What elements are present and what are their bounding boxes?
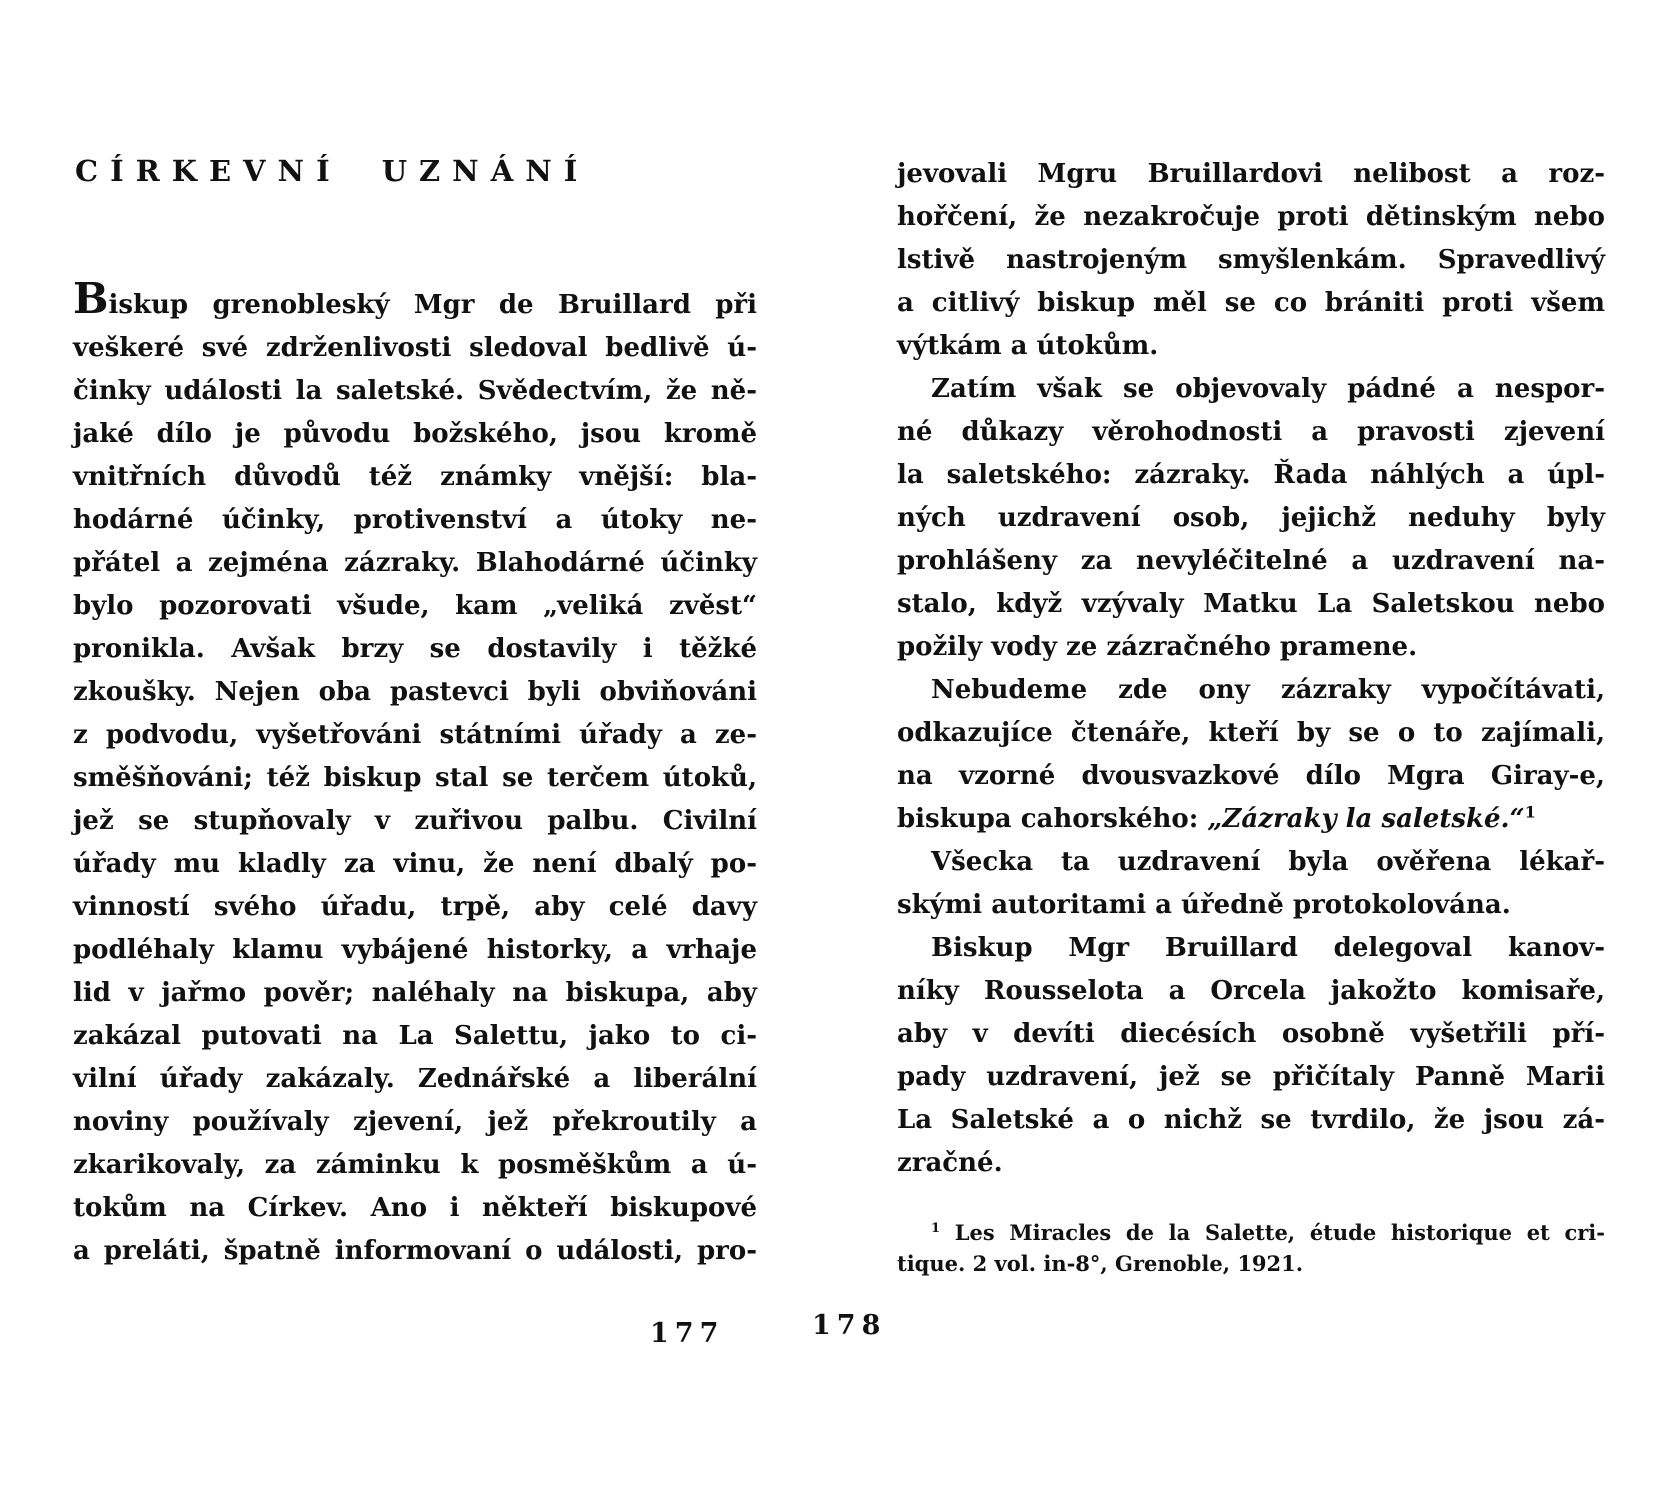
text-span: směšňováni; též biskup stal se terčem útoků, xyxy=(73,763,757,793)
text-span: odkazujíce čtenáře, kteří by se o to zajímali, xyxy=(897,718,1605,748)
text-span: prohlášeny za nevyléčitelné a uzdravení na- xyxy=(897,546,1605,576)
initial-text: B xyxy=(73,274,109,323)
italic-text: „Zázraky la saletské.“ xyxy=(1207,804,1525,834)
text-span: noviny používaly zjevení, jež překroutily a xyxy=(73,1107,757,1137)
text-line xyxy=(897,1056,1605,1099)
text-line xyxy=(897,798,1605,841)
text-line xyxy=(73,800,757,843)
text-span: iskup grenobleský Mgr de Bruillard při xyxy=(108,290,757,320)
text-span: a preláti, špatně informovaní o události, pro- xyxy=(73,1236,757,1266)
left-page-text xyxy=(73,274,757,1273)
text-line xyxy=(73,456,757,499)
text-line xyxy=(73,499,757,542)
text-line xyxy=(73,972,757,1015)
text-span: La Saletské a o nichž se tvrdilo, že jsou zá- xyxy=(897,1105,1605,1135)
text-line xyxy=(897,153,1605,196)
text-line xyxy=(73,1101,757,1144)
text-span: zračné. xyxy=(897,1148,1003,1178)
text-line xyxy=(73,274,757,327)
text-span: né důkazy věrohodnosti a pravosti zjevení xyxy=(897,417,1605,447)
text-span: podléhaly klamu vybájené historky, a vrhaje xyxy=(73,935,757,965)
text-line xyxy=(73,413,757,456)
text-line xyxy=(73,929,757,972)
text-span: zakázal putovati na La Salettu, jako to ci- xyxy=(73,1021,757,1051)
text-span: veškeré své zdrženlivosti sledoval bedlivě ú- xyxy=(73,333,757,363)
text-span: zkarikovaly, za záminku k posměškům a ú- xyxy=(73,1150,757,1180)
text-line xyxy=(897,1217,1605,1248)
text-span: Les Miracles de la Salette, étude historique et cri- xyxy=(940,1220,1605,1245)
text-span: jež se stupňovaly v zuřivou palbu. Civilní xyxy=(73,806,757,836)
text-span: jevovali Mgru Bruillardovi nelibost a roz- xyxy=(897,159,1605,189)
text-span: Nebudeme zde ony zázraky vypočítávati, xyxy=(931,675,1605,705)
text-span: přátel a zejména zázraky. Blahodárné účinky xyxy=(73,548,757,578)
right-page-178 xyxy=(897,153,1605,1279)
text-line xyxy=(73,1144,757,1187)
sup-text: 1 xyxy=(931,1221,941,1236)
text-line xyxy=(897,755,1605,798)
text-line xyxy=(73,1015,757,1058)
text-line xyxy=(73,671,757,714)
text-line xyxy=(897,583,1605,626)
text-span: a citlivý biskup měl se co brániti proti všem xyxy=(897,288,1605,318)
text-span: skými autoritami a úředně protokolována. xyxy=(897,890,1511,920)
text-line xyxy=(73,1058,757,1101)
text-line xyxy=(897,626,1605,669)
chapter-heading: CÍRKEVNÍ UZNÁNÍ xyxy=(75,154,590,188)
text-line xyxy=(897,970,1605,1013)
text-line xyxy=(897,712,1605,755)
text-span: pronikla. Avšak brzy se dostavily i těžké xyxy=(73,634,757,664)
text-span: tique. 2 vol. in-8°, Grenoble, 1921. xyxy=(897,1251,1304,1276)
text-span: níky Rousselota a Orcela jakožto komisaře, xyxy=(897,976,1605,1006)
page-number-right: 178 xyxy=(812,1310,887,1341)
sup-text: 1 xyxy=(1524,802,1536,822)
text-line xyxy=(73,628,757,671)
text-line xyxy=(73,714,757,757)
text-line xyxy=(897,368,1605,411)
text-span: výtkám a útokům. xyxy=(897,331,1159,361)
text-span: stalo, když vzývaly Matku La Saletskou nebo xyxy=(897,589,1605,619)
text-span: bylo pozorovati všude, kam „veliká zvěst“ xyxy=(73,591,757,621)
left-page-177 xyxy=(73,150,757,1273)
text-line xyxy=(73,843,757,886)
text-line xyxy=(73,1187,757,1230)
text-span: Biskup Mgr Bruillard delegoval kanov- xyxy=(931,933,1605,963)
text-span: z podvodu, vyšetřováni státními úřady a ze- xyxy=(73,720,757,750)
paragraph xyxy=(897,669,1605,841)
text-line xyxy=(897,1013,1605,1056)
text-line xyxy=(897,411,1605,454)
text-line xyxy=(897,454,1605,497)
footnote xyxy=(897,1217,1605,1279)
text-line xyxy=(897,540,1605,583)
text-span: aby v devíti diecésích osobně vyšetřili pří- xyxy=(897,1019,1605,1049)
text-line xyxy=(73,585,757,628)
text-line xyxy=(897,1248,1605,1279)
text-line xyxy=(73,370,757,413)
text-line xyxy=(897,1142,1605,1185)
text-line xyxy=(73,886,757,929)
text-line xyxy=(897,927,1605,970)
text-span: vnitřních důvodů též známky vnější: bla- xyxy=(73,462,757,492)
paragraph xyxy=(897,1217,1605,1279)
text-span: lid v jařmo pověr; naléhaly na biskupa, aby xyxy=(73,978,757,1008)
text-span: ných uzdravení osob, jejichž neduhy byly xyxy=(897,503,1605,533)
text-span: lstivě nastrojeným smyšlenkám. Spravedlivý xyxy=(897,245,1605,275)
paragraph xyxy=(897,368,1605,669)
text-line xyxy=(897,669,1605,712)
text-line xyxy=(897,196,1605,239)
text-span: jaké dílo je původu božského, jsou kromě xyxy=(73,419,757,449)
text-line xyxy=(897,282,1605,325)
text-line xyxy=(897,497,1605,540)
text-span: tokům na Církev. Ano i někteří biskupové xyxy=(73,1193,757,1223)
paragraph xyxy=(897,153,1605,368)
text-span: pady uzdravení, jež se přičítaly Panně Marii xyxy=(897,1062,1605,1092)
text-line xyxy=(897,325,1605,368)
text-line xyxy=(897,884,1605,927)
right-page-text xyxy=(897,153,1605,1185)
text-span: hodárné účinky, protivenství a útoky ne- xyxy=(73,505,757,535)
text-span: vinností svého úřadu, trpě, aby celé davy xyxy=(73,892,757,922)
text-line xyxy=(73,1230,757,1273)
text-line xyxy=(897,239,1605,282)
text-span: la saletského: zázraky. Řada náhlých a úpl- xyxy=(897,460,1605,490)
text-span: požily vody ze zázračného pramene. xyxy=(897,632,1418,662)
text-line xyxy=(73,327,757,370)
paragraph xyxy=(73,274,757,1273)
text-span: činky události la saletské. Svědectvím, že ně- xyxy=(73,376,757,406)
text-line xyxy=(897,1099,1605,1142)
text-span: hořčení, že nezakročuje proti dětinským nebo xyxy=(897,202,1605,232)
text-span: Zatím však se objevovaly pádné a nespor- xyxy=(931,374,1605,404)
page-number-left: 177 xyxy=(650,1318,725,1349)
text-span: vilní úřady zakázaly. Zednářské a liberální xyxy=(73,1064,757,1094)
paragraph xyxy=(897,841,1605,927)
text-span: na vzorné dvousvazkové dílo Mgra Giray-e, xyxy=(897,761,1605,791)
text-line xyxy=(73,757,757,800)
text-line xyxy=(897,841,1605,884)
text-span: Všecka ta uzdravení byla ověřena lékař- xyxy=(931,847,1605,877)
text-span: zkoušky. Nejen oba pastevci byli obviňováni xyxy=(73,677,757,707)
text-line xyxy=(73,542,757,585)
text-span: úřady mu kladly za vinu, že není dbalý po- xyxy=(73,849,757,879)
text-span: biskupa cahorského: xyxy=(897,804,1208,834)
paragraph xyxy=(897,927,1605,1185)
